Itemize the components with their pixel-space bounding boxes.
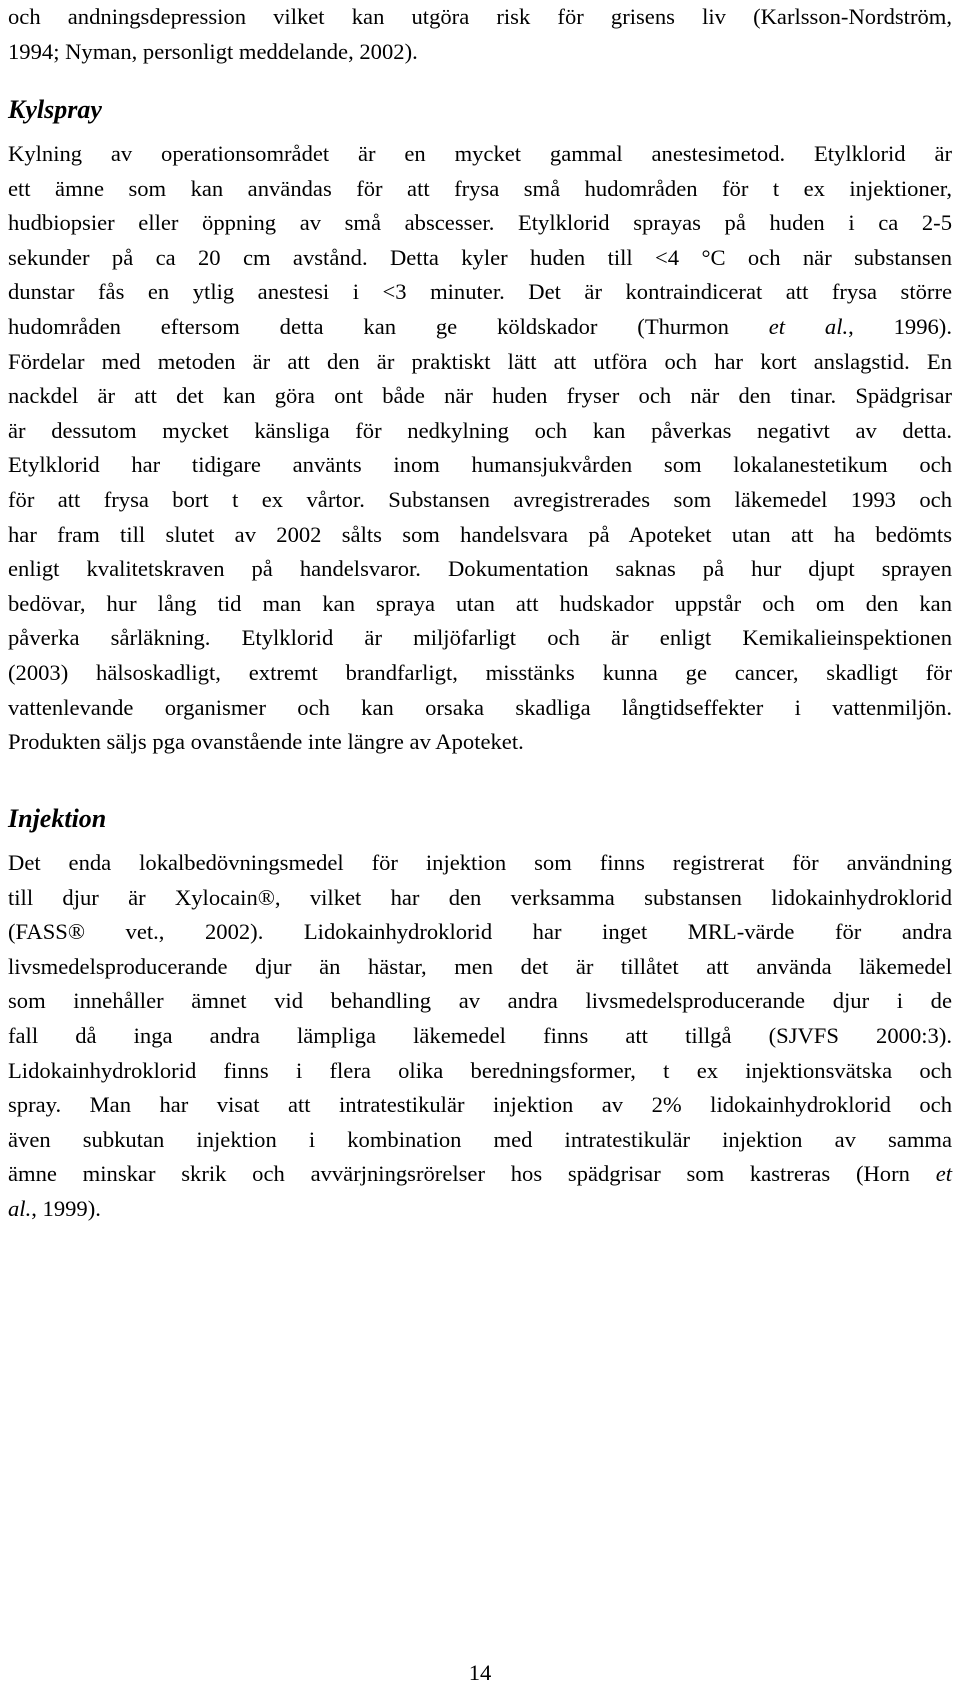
text-line [8,310,952,345]
injektion-paragraph [8,846,952,1227]
section-heading-injektion: Injektion [8,804,107,833]
citation-emphasis: et [935,1161,952,1187]
text-run: ämne minskar skrik och avvärjningsrörelser hos spädgrisar som kastreras (Horn [8,1161,936,1187]
text-line: bedövar, hur lång tid man kan spraya utan att hudskador uppstår och om den kan [8,590,952,616]
text-line [8,1192,952,1227]
citation-emphasis: al. [8,1195,32,1221]
text-line [8,1157,952,1192]
intro-paragraph [8,0,952,69]
text-line: Fördelar med metoden är att den är praktiskt lätt att utföra och har kort anslagstid. En [8,348,952,374]
text-line: har fram till slutet av 2002 sålts som handelsvara på Apoteket utan att ha bedömts [8,521,952,547]
text-line: 1994; Nyman, personligt meddelande, 2002). [8,38,418,64]
text-line: dunstar fås en ytlig anestesi i <3 minuter. Det är kontraindicerat att frysa större [8,279,952,305]
text-run: , 1999). [31,1195,101,1221]
text-line: även subkutan injektion i kombination med intratestikulär injektion av samma [8,1126,952,1152]
text-line: för att frysa bort t ex vårtor. Substansen avregistrerades som läkemedel 1993 och [8,486,952,512]
text-line: fall då inga andra lämpliga läkemedel finns att tillgå (SJVFS 2000:3). [8,1022,952,1048]
text-line: till djur är Xylocain®, vilket har den verksamma substansen lidokainhydroklorid [8,884,952,910]
text-line: Etylklorid har tidigare använts inom humansjukvården som lokalanestetikum och [8,452,952,478]
text-line: Det enda lokalbedövningsmedel för injektion som finns registrerat för användning [8,850,952,875]
text-line: påverka sårläkning. Etylklorid är miljöfarligt och är enligt Kemikalieinspektionen [8,625,952,651]
kylspray-paragraph [8,137,952,760]
text-line: Produkten säljs pga ovanstående inte längre av Apoteket. [8,729,524,755]
text-run: hudområden eftersom detta kan ge köldskador (Thurmon [8,313,769,339]
citation-emphasis: et al. [768,313,849,339]
text-line: ett ämne som kan användas för att frysa små hudområden för t ex injektioner, [8,175,952,201]
text-run: , 1996). [848,313,952,339]
section-heading-kylspray: Kylspray [8,95,102,124]
page-number: 14 [468,1660,492,1685]
text-line: (2003) hälsoskadligt, extremt brandfarligt, misstänks kunna ge cancer, skadligt för [8,659,952,685]
text-line: som innehåller ämnet vid behandling av andra livsmedelsproducerande djur i de [8,988,952,1014]
text-line: spray. Man har visat att intratestikulär injektion av 2% lidokainhydroklorid och [8,1092,952,1118]
text-line: sekunder på ca 20 cm avstånd. Detta kyler huden till <4 °C och när substansen [8,244,952,270]
text-line: (FASS® vet., 2002). Lidokainhydroklorid har inget MRL-värde för andra [8,919,952,945]
text-line: är dessutom mycket känsliga för nedkylning och kan påverkas negativt av detta. [8,417,952,443]
text-line: vattenlevande organismer och kan orsaka skadliga långtidseffekter i vattenmiljön. [8,694,952,720]
text-line: Kylning av operationsområdet är en mycket gammal anestesimetod. Etylklorid är [8,141,952,166]
text-line: och andningsdepression vilket kan utgöra risk för grisens liv (Karlsson-Nordström, [8,4,952,29]
text-line: livsmedelsproducerande djur än hästar, men det är tillåtet att använda läkemedel [8,953,952,979]
text-line: enligt kvalitetskraven på handelsvaror. Dokumentation saknas på hur djupt sprayen [8,556,952,582]
text-line: nackdel är att det kan göra ont både när huden fryser och när den tinar. Spädgrisar [8,383,952,409]
text-line: hudbiopsier eller öppning av små abscesser. Etylklorid sprayas på huden i ca 2-5 [8,210,952,236]
text-line: Lidokainhydroklorid finns i flera olika beredningsformer, t ex injektionsvätska och [8,1057,952,1083]
